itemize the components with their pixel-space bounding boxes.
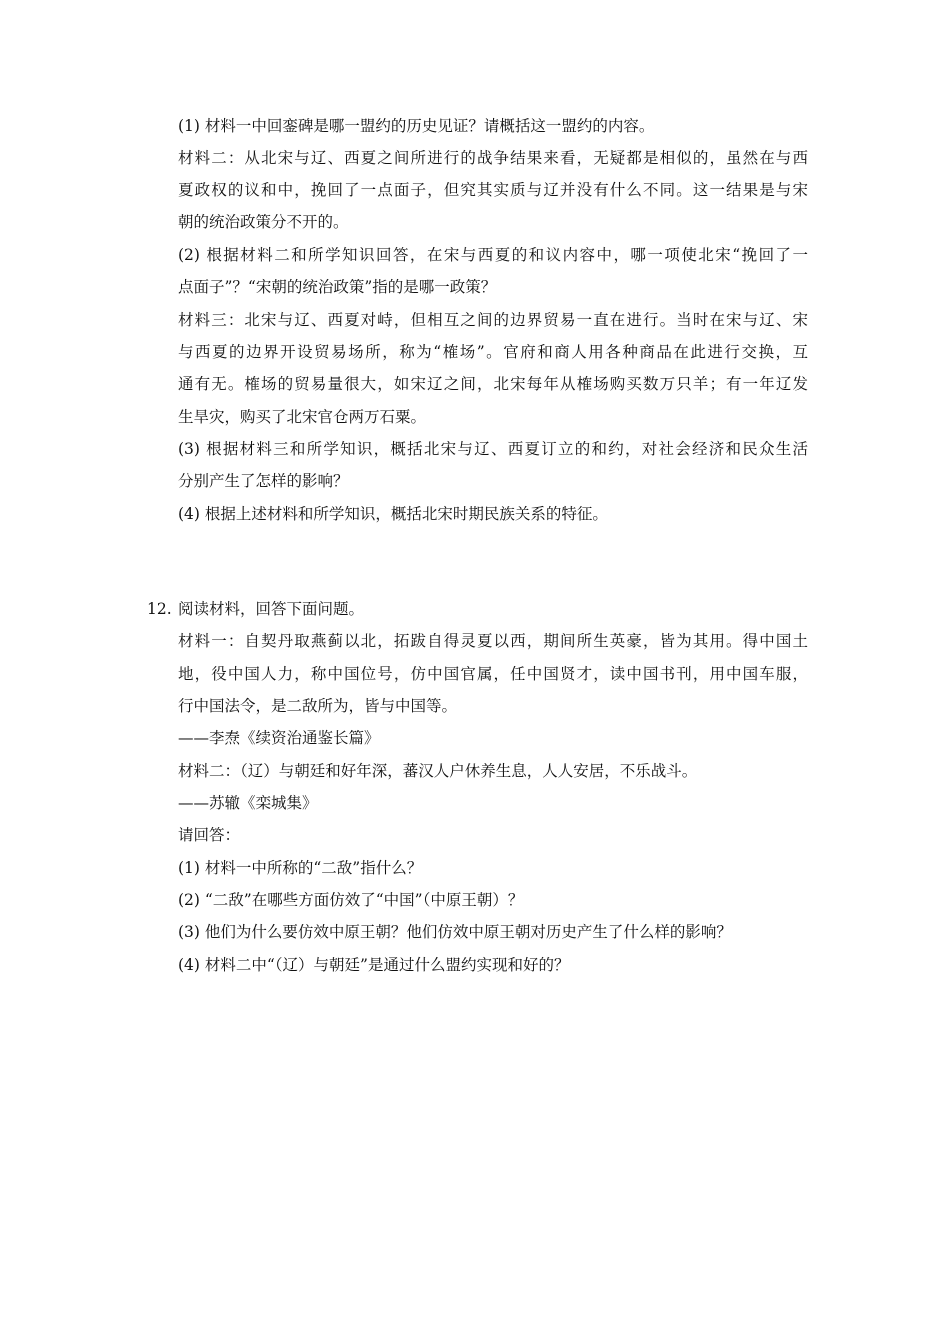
q12-subquestion-2: (2) “二敌”在哪些方面仿效了“中国”（中原王朝）？ — [178, 891, 524, 909]
q11-subquestion-3-line-2: 分别产生了怎样的影响？ — [178, 472, 349, 490]
q12-prompt: 阅读材料，回答下面问题。 — [178, 600, 365, 618]
q11-subquestion-1: (1) 材料一中回銮碑是哪一盟约的历史见证？请概括这一盟约的内容。 — [178, 117, 655, 135]
q12-subquestion-3: (3) 他们为什么要仿效中原王朝？他们仿效中原王朝对历史产生了什么样的影响？ — [178, 923, 732, 941]
q12-source-2: ——苏辙《栾城集》 — [178, 794, 318, 812]
q12-source-1: ——李焘《续资治通鉴长篇》 — [178, 729, 380, 747]
q12-number: 12. — [147, 600, 172, 618]
q11-subquestion-4: (4) 根据上述材料和所学知识，概括北宋时期民族关系的特征。 — [178, 505, 608, 523]
q12-material-2: 材料二：（辽）与朝廷和好年深，蕃汉人户休养生息，人人安居，不乐战斗。 — [178, 762, 698, 780]
q11-material-3-line-2: 与西夏的边界开设贸易场所，称为“榷场”。官府和商人用各种商品在此进行交换，互 — [178, 343, 808, 361]
q11-subquestion-2-line-2: 点面子”？“宋朝的统治政策”指的是哪一政策？ — [178, 278, 497, 296]
q11-material-2-line-2: 夏政权的议和中，挽回了一点面子，但究其实质与辽并没有什么不同。这一结果是与宋 — [178, 181, 808, 199]
q12-material-1-line-2: 地，役中国人力，称中国位号，仿中国官属，任中国贤才，读中国书刊，用中国车服， — [178, 665, 808, 683]
q11-material-3-line-4: 生旱灾，购买了北宋官仓两万石粟。 — [178, 408, 427, 426]
q12-material-1-line-1: 材料一：自契丹取燕蓟以北，拓跋自得灵夏以西，期间所生英豪，皆为其用。得中国土 — [178, 632, 808, 650]
q12-answer-prompt: 请回答： — [178, 826, 241, 844]
q11-material-3-line-1: 材料三：北宋与辽、西夏对峙，但相互之间的边界贸易一直在进行。当时在宋与辽、宋 — [178, 311, 808, 329]
q11-subquestion-3-line-1: (3) 根据材料三和所学知识，概括北宋与辽、西夏订立的和约，对社会经济和民众生活 — [178, 440, 808, 458]
q12-subquestion-4: (4) 材料二中“（辽）与朝廷”是通过什么盟约实现和好的？ — [178, 956, 570, 974]
q12-material-1-line-3: 行中国法令，是二敌所为，皆与中国等。 — [178, 697, 458, 715]
q11-material-3-line-3: 通有无。榷场的贸易量很大，如宋辽之间，北宋每年从榷场购买数万只羊；有一年辽发 — [178, 375, 808, 393]
q12-subquestion-1: (1) 材料一中所称的“二敌”指什么？ — [178, 859, 423, 877]
q11-material-2-line-1: 材料二：从北宋与辽、西夏之间所进行的战争结果来看，无疑都是相似的，虽然在与西 — [178, 149, 808, 167]
q11-subquestion-2-line-1: (2) 根据材料二和所学知识回答，在宋与西夏的和议内容中，哪一项使北宋“挽回了一 — [178, 246, 808, 264]
q11-material-2-line-3: 朝的统治政策分不开的。 — [178, 213, 349, 231]
